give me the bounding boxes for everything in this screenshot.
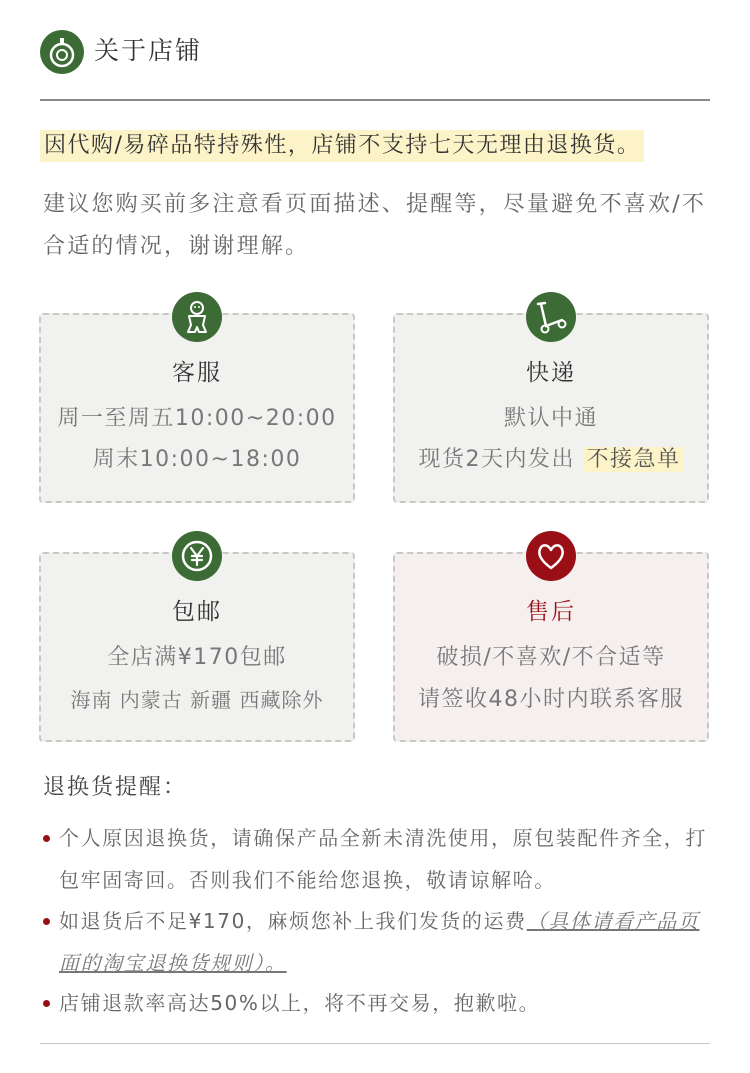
- list-item: [43, 982, 713, 1024]
- service-hours-weekend: 周末10:00~18:00: [92, 447, 302, 472]
- list-item: [43, 900, 713, 984]
- reminder-title: 退换货提醒：: [43, 775, 188, 800]
- shipping-threshold: 全店满¥170包邮: [107, 645, 287, 670]
- aftersale-conditions: 破损/不喜欢/不合适等: [436, 645, 666, 670]
- header-divider: [40, 99, 710, 101]
- return-rules-note: （具体请看产品页面的淘宝退换货规则）。: [59, 909, 700, 975]
- gingerbread-icon: [172, 292, 222, 342]
- delivery-carrier: 默认中通: [503, 406, 598, 431]
- page-title: 关于店铺: [94, 36, 203, 65]
- aftersale-contact: 请签收48小时内联系客服: [418, 687, 684, 712]
- no-rush-order-highlight: 不接急单: [583, 447, 683, 472]
- shop-badge-icon: [40, 30, 84, 74]
- delivery-dispatch: [393, 445, 709, 475]
- footer-divider: [40, 1043, 710, 1044]
- service-title: 客服: [172, 360, 222, 386]
- list-item: [43, 817, 713, 901]
- bullet-dot: [43, 918, 50, 925]
- delivery-dispatch-text: 现货2天内发出: [418, 447, 575, 472]
- no-return-notice: 因代购/易碎品特持殊性，店铺不支持七天无理由退换货。: [40, 130, 644, 162]
- reminder-text-2: [43, 900, 713, 984]
- bullet-dot: [43, 1000, 50, 1007]
- reminder-text-2-main: 如退货后不足¥170，麻烦您补上我们发货的运费: [59, 909, 527, 933]
- service-hours-weekday: 周一至周五10:00~20:00: [57, 406, 337, 431]
- bullet-dot: [43, 835, 50, 842]
- reminder-text-1: 个人原因退换货，请确保产品全新未清洗使用，原包装配件齐全，打包牢固寄回。否则我们不能给您退换，敬请谅解哈。: [59, 826, 707, 892]
- delivery-title: 快递: [526, 360, 576, 386]
- intro-paragraph: 建议您购买前多注意看页面描述、提醒等，尽量避免不喜欢/不合适的情况，谢谢理解。: [43, 192, 707, 259]
- yen-icon: [172, 531, 222, 581]
- aftersale-title: 售后: [526, 599, 576, 625]
- shipping-exclusions: 海南 内蒙古 新疆 西藏除外: [70, 688, 324, 712]
- heart-icon: [526, 531, 576, 581]
- scooter-icon: [526, 292, 576, 342]
- reminder-text-3: 店铺退款率高达50%以上，将不再交易，抱歉啦。: [59, 991, 541, 1015]
- shipping-title: 包邮: [172, 599, 222, 625]
